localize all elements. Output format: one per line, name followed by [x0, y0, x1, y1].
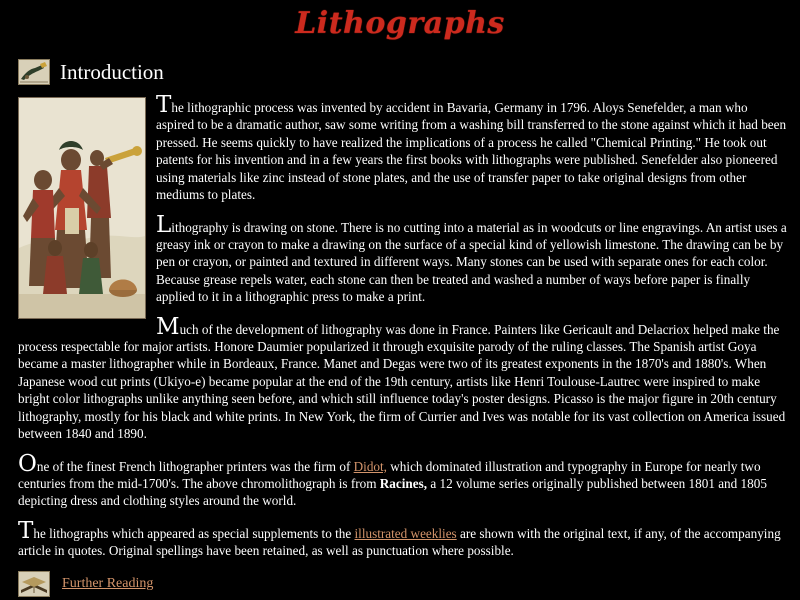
- book-icon: [18, 59, 50, 85]
- dropcap-1: T: [156, 92, 172, 118]
- dropcap-4: O: [18, 450, 37, 477]
- figure-lithograph: [18, 97, 144, 319]
- paragraph-4-text-c: a 12 volume series originally published between 1801 and 1805 depicting dress and clothing styles around the world.: [18, 476, 767, 509]
- paragraph-5: [18, 517, 788, 560]
- paragraph-3-text: uch of the development of lithography was done in France. Painters like Gericault and Delacriox helped make the process respectable for major artists. Honore Daumier popularized it through exquisite parody of the ruling classes. The Spanish artist Goya became a master lithographer while in Bordeaux, France. Manet and Degas were two of its greatest exponents in the 1870's and 1880's. When Japanese wood cut prints (Ukiyo-e) became popular at the end of the 19th century, artists like Henri Toulouse-Lautrec were inspired to make bright color lithographs unlike anything seen before, and which still influence today's poster designs. Picasso is the major figure in 20th century lithography, mostly for his black and white prints. In New York, the firm of Currier and Ives was notable for its vast collection on America issued between 1840 and 1890.: [18, 321, 786, 442]
- dropcap-3: M: [156, 313, 180, 340]
- page-title: Lithographs: [295, 6, 505, 41]
- link-didot[interactable]: Didot,: [353, 458, 387, 474]
- paragraph-4: [18, 450, 788, 510]
- paragraph-3: [18, 313, 788, 443]
- paragraph-4-text-a: ne of the finest French lithographer printers was the firm of: [36, 458, 354, 474]
- dropcap-2: L: [156, 211, 172, 238]
- paragraph-5-text-a: he lithographs which appeared as special supplements to the: [33, 525, 355, 541]
- dropcap-5: T: [18, 517, 34, 544]
- article-body: [8, 92, 792, 560]
- further-reading-section[interactable]: [18, 571, 792, 597]
- paragraph-5-text-b: are shown with the original text, if any, of the accompanying article in quotes. Original spellings have been retained, as well as punctuation where possible.: [18, 525, 781, 559]
- book-icon: [18, 571, 50, 597]
- title-racines: Racines,: [379, 476, 428, 492]
- section-heading-introduction: [18, 59, 792, 85]
- lithograph-illustration: [18, 97, 146, 319]
- paragraph-1-text: he lithographic process was invented by accident in Bavaria, Germany in 1796. Aloys Senefelder, a man who aspired to be a dramatic author, saw some writing from a washing bill transferred to the stone against which it had been pressed. He seems quickly to have realized the implications of a process he called "Chemical Printing." He took out patents for his invention and in a few years the first books with lithographs were published. Senefelder also pioneered using materials like zinc instead of stone plates, and the use of transfer paper to take original designs from other mediums to plates.: [156, 100, 787, 203]
- paragraph-4-text-b: which dominated illustration and typography in Europe for nearly two centuries from the mid-1700's. The above chromolithograph is from: [18, 458, 761, 492]
- further-reading-link[interactable]: Further Reading: [62, 575, 154, 591]
- paragraph-2-text: ithography is drawing on stone. There is no cutting into a material as in woodcuts or line engravings. An artist uses a greasy ink or crayon to make a drawing on the surface of a special kind of yellowish limestone. The drawing can be by pen or crayon, or painted and textured in different ways. Many stones can be used with separate ones for each color. Because grease repels water, each stone can then be treated and washed a number of ways before paper is finally applied to it in a lithographic press to make a print.: [156, 219, 787, 305]
- link-illustrated-weeklies[interactable]: illustrated weeklies: [354, 525, 457, 541]
- section-heading-label: Introduction: [60, 59, 164, 84]
